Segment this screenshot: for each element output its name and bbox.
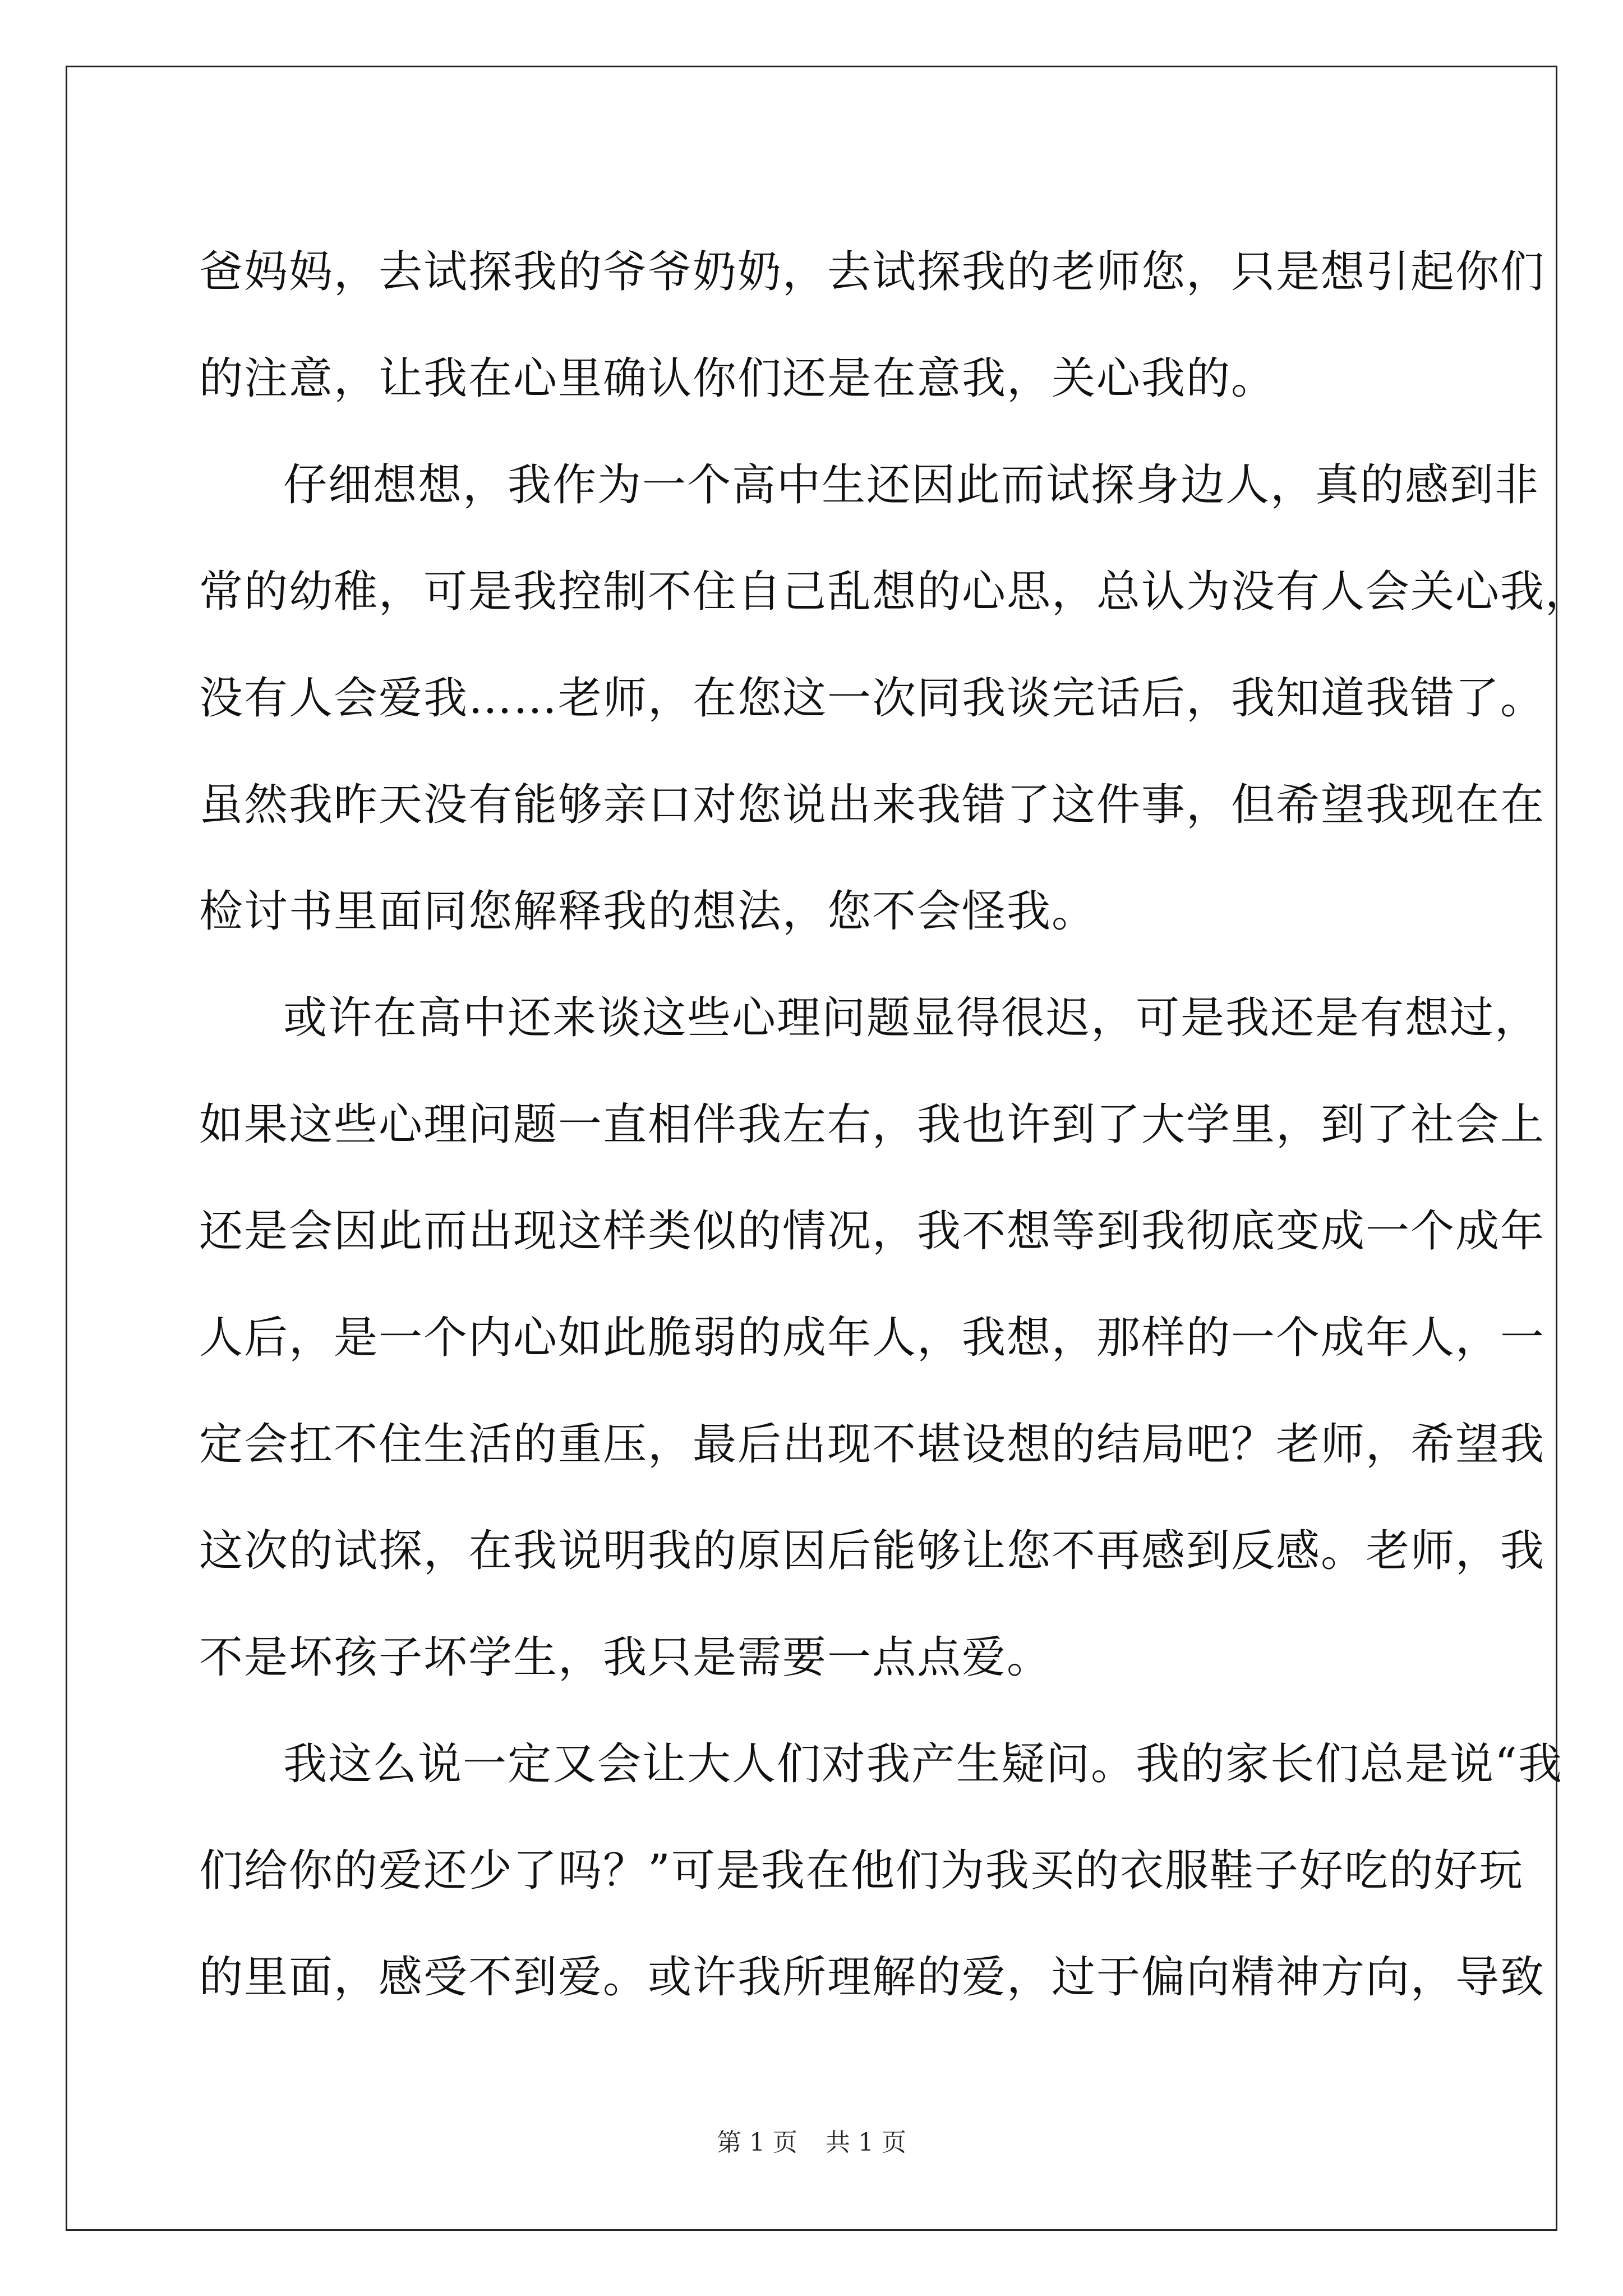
text-line-7: 检讨书里面同您解释我的想法，您不会怪我。 — [199, 886, 1097, 937]
text-line-9: 如果这些心理问题一直相伴我左右，我也许到了大学里，到了社会上 — [199, 1099, 1546, 1150]
text-line-14: 不是坏孩子坏学生，我只是需要一点点爱。 — [199, 1632, 1052, 1683]
text-line-2: 的注意，让我在心里确认你们还是在意我，关心我的。 — [199, 353, 1276, 404]
text-line-3: 仔细想想，我作为一个高中生还因此而试探身边人，真的感到非 — [283, 460, 1540, 510]
text-line-5: 没有人会爱我……老师，在您这一次同我谈完话后，我知道我错了。 — [199, 673, 1546, 724]
document-body — [199, 219, 1590, 2031]
text-line-15: 我这么说一定又会让大人们对我产生疑问。我的家长们总是说“我 — [283, 1739, 1563, 1789]
text-line-16: 们给你的爱还少了吗？”可是我在他们为我买的衣服鞋子好吃的好玩 — [199, 1846, 1524, 1896]
page-total: 共 1 页 — [826, 2128, 906, 2157]
text-line-4: 常的幼稚，可是我控制不住自己乱想的心思，总认为没有人会关心我， — [199, 567, 1590, 617]
page-footer — [0, 2126, 1623, 2160]
text-line-6: 虽然我昨天没有能够亲口对您说出来我错了这件事，但希望我现在在 — [199, 780, 1546, 830]
text-line-1: 爸妈妈，去试探我的爷爷奶奶，去试探我的老师您，只是想引起你们 — [199, 247, 1546, 297]
text-line-13: 这次的试探，在我说明我的原因后能够让您不再感到反感。老师，我 — [199, 1526, 1546, 1576]
text-line-10: 还是会因此而出现这样类似的情况，我不想等到我彻底变成一个成年 — [199, 1206, 1546, 1257]
text-line-8: 或许在高中还来谈这些心理问题显得很迟，可是我还是有想过， — [283, 993, 1540, 1043]
text-line-11: 人后，是一个内心如此脆弱的成年人，我想，那样的一个成年人，一 — [199, 1313, 1546, 1363]
text-line-17: 的里面，感受不到爱。或许我所理解的爱，过于偏向精神方向，导致 — [199, 1952, 1546, 2003]
text-line-12: 定会扛不住生活的重压，最后出现不堪设想的结局吧？老师，希望我 — [199, 1419, 1546, 1470]
page-number: 第 1 页 — [717, 2128, 797, 2157]
